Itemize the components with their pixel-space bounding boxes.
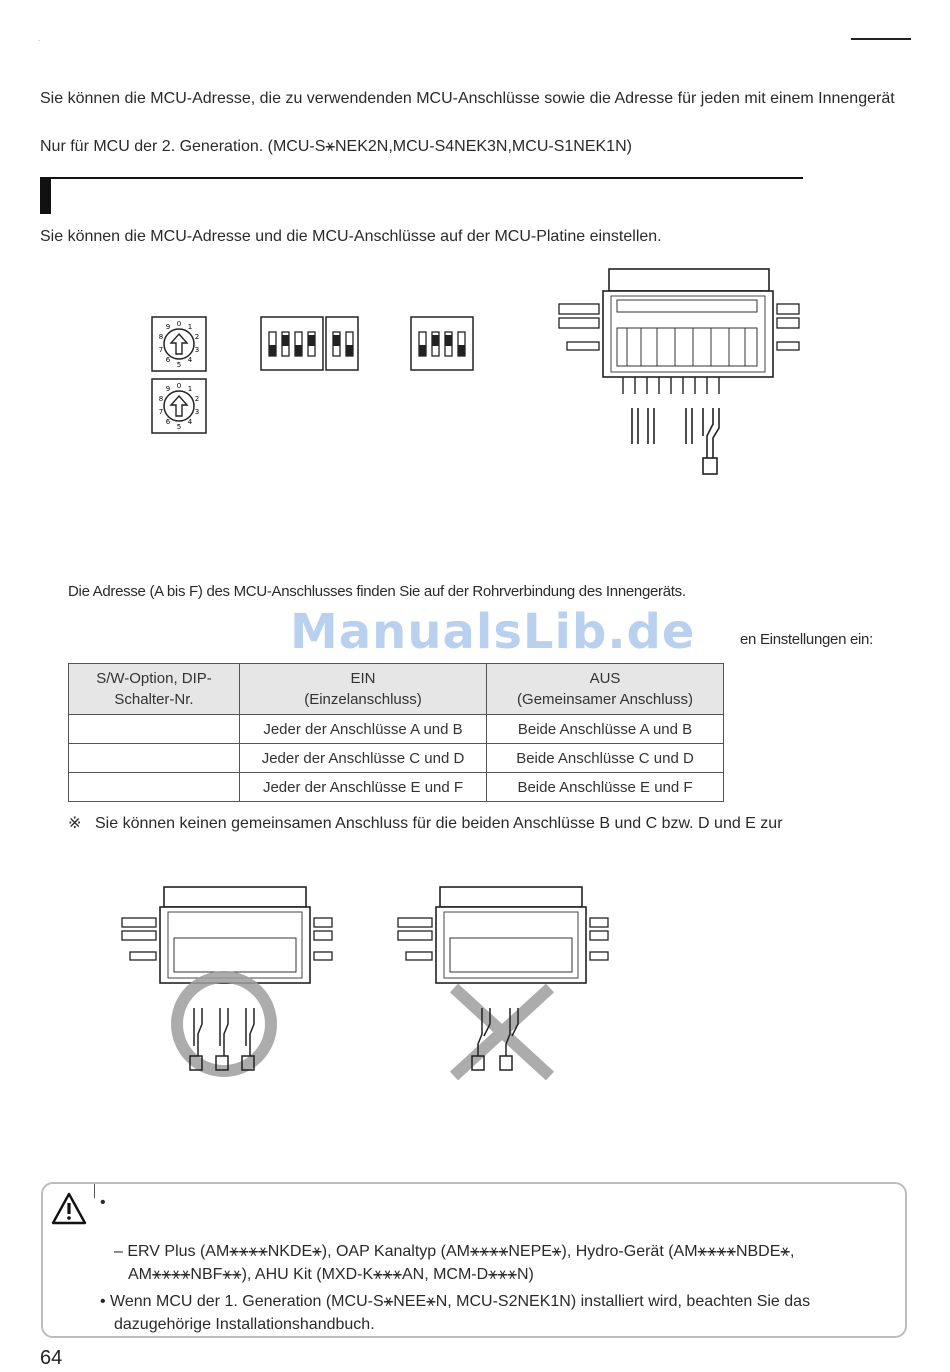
page-number: 64 — [40, 1347, 63, 1369]
caution-divider — [94, 1184, 95, 1198]
rotary-digit: 1 — [187, 323, 193, 331]
table-cell: Jeder der Anschlüsse C und D — [240, 744, 487, 773]
caution-model-list-2: AM⚹⚹⚹⚹NBF⚹⚹), AHU Kit (MXD-K⚹⚹⚹AN, MCM-D⚹⚹⚹N) — [128, 1266, 534, 1283]
table-cell: Beide Anschlüsse E und F — [487, 773, 724, 802]
column-header-on: EIN (Einzelanschluss) — [240, 664, 487, 715]
rotary-digit: 3 — [194, 346, 200, 354]
table-cell: Beide Anschlüsse A und B — [487, 715, 724, 744]
caution-first-gen-note-1: • Wenn MCU der 1. Generation (MCU-S⚹NEE⚹N, MCU-S2NEK1N) installiert wird, beachten Sie das — [100, 1293, 811, 1310]
dip-option-table — [68, 663, 724, 802]
rotary-digit: 5 — [176, 423, 182, 431]
rotary-digit: 0 — [176, 320, 182, 328]
table-cell: Jeder der Anschlüsse A und B — [240, 715, 487, 744]
section-description: Sie können die MCU-Adresse und die MCU-Anschlüsse auf der MCU-Platine einstellen. — [40, 228, 662, 245]
caution-bullet: • — [100, 1194, 106, 1211]
intro-text-1: Sie können die MCU-Adresse, die zu verwendenden MCU-Anschlüsse sowie die Adresse für jeden mit einem Innengerät — [40, 90, 895, 107]
table-cell: Jeder der Anschlüsse E und F — [240, 773, 487, 802]
dip-switch-group-2 — [410, 316, 476, 372]
rotary-digit: 1 — [187, 385, 193, 393]
warning-triangle-icon — [50, 1191, 88, 1227]
table-row — [69, 773, 724, 802]
table-row — [69, 715, 724, 744]
rotary-digit: 6 — [165, 418, 171, 426]
table-cell — [69, 715, 240, 744]
mcu-unit-illustration — [555, 266, 805, 484]
section-rule — [40, 177, 803, 179]
rotary-digit: 7 — [158, 346, 164, 354]
corner-mark: . — [38, 34, 41, 43]
footnote-mark: ※ — [68, 815, 82, 832]
rotary-digit: 9 — [165, 385, 171, 393]
rotary-switch-1 — [152, 317, 206, 371]
footnote-text: Sie können keinen gemeinsamen Anschluss für die beiden Anschlüsse B und C bzw. D und E zur — [95, 815, 783, 832]
column-header-off: AUS (Gemeinsamer Anschluss) — [487, 664, 724, 715]
correct-connection-illustration — [116, 884, 338, 1082]
section-marker — [40, 178, 51, 214]
intro-text-2: Nur für MCU der 2. Generation. (MCU-S⚹NEK2N,MCU-S4NEK3N,MCU-S1NEK1N) — [40, 138, 632, 155]
watermark-logo: ManualsLib.de — [290, 604, 696, 660]
rotary-digit: 6 — [165, 356, 171, 364]
table-cell — [69, 773, 240, 802]
caution-first-gen-note-2: dazugehörige Installationshandbuch. — [114, 1316, 375, 1333]
dip-switch-group-1 — [260, 316, 362, 372]
rotary-digit: 2 — [194, 395, 200, 403]
rotary-digit: 5 — [176, 361, 182, 369]
rotary-switch-2 — [152, 379, 206, 433]
settings-lead-text: en Einstellungen ein: — [740, 631, 873, 648]
ok-circle-icon — [177, 977, 271, 1071]
column-header-option: S/W-Option, DIP- Schalter-Nr. — [69, 664, 240, 715]
rotary-digit: 7 — [158, 408, 164, 416]
incorrect-connection-illustration — [392, 884, 614, 1082]
rotary-digit: 9 — [165, 323, 171, 331]
rotary-digit: 8 — [158, 333, 164, 341]
table-cell: Beide Anschlüsse C und D — [487, 744, 724, 773]
table-row — [69, 744, 724, 773]
cross-icon — [454, 988, 550, 1076]
rotary-digit: 8 — [158, 395, 164, 403]
rotary-digit: 4 — [187, 356, 193, 364]
header-rule — [851, 38, 911, 40]
rotary-digit: 0 — [176, 382, 182, 390]
port-address-note: Die Adresse (A bis F) des MCU-Anschlusses finden Sie auf der Rohrverbindung des Innengeräts. — [68, 583, 686, 600]
caution-model-list-1: – ERV Plus (AM⚹⚹⚹⚹NKDE⚹), OAP Kanaltyp (AM⚹⚹⚹⚹NEPE⚹), Hydro-Gerät (AM⚹⚹⚹⚹NBDE⚹, — [114, 1243, 795, 1260]
rotary-digit: 3 — [194, 408, 200, 416]
rotary-switches-diagram — [150, 315, 210, 435]
table-header-row — [69, 664, 724, 715]
rotary-digit: 4 — [187, 418, 193, 426]
rotary-digit: 2 — [194, 333, 200, 341]
table-cell — [69, 744, 240, 773]
